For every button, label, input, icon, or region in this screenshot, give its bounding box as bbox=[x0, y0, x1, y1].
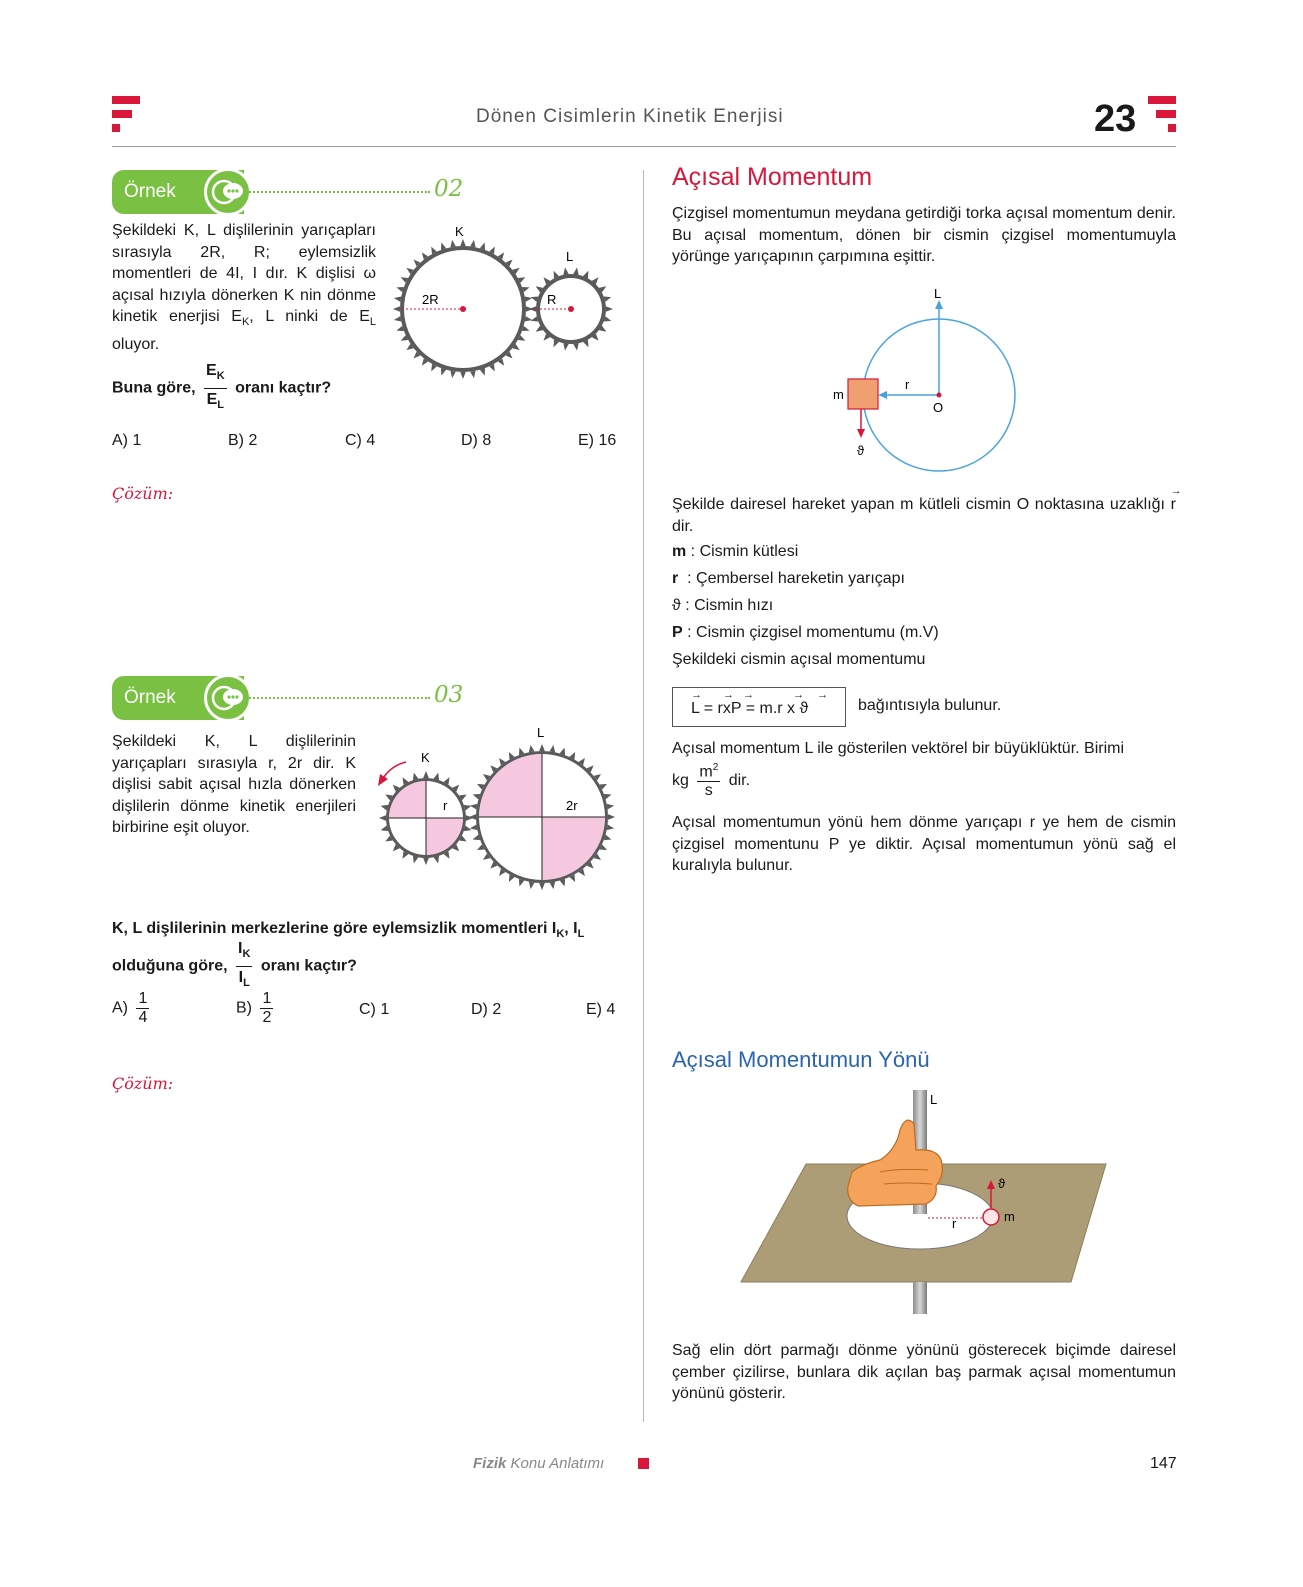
label-L: L bbox=[934, 286, 942, 301]
gear-k bbox=[379, 771, 473, 865]
page-number: 147 bbox=[1150, 1455, 1177, 1472]
label-k: K bbox=[421, 750, 430, 765]
gear-tooth bbox=[470, 240, 475, 247]
gear-tooth bbox=[539, 883, 545, 890]
description: Şekilde dairesel hareket yapan m kütleli cismin O noktasına uzaklığı → r dir. bbox=[672, 485, 1182, 535]
column-divider bbox=[643, 170, 644, 1422]
footer-book: Fizik Konu Anlatımı bbox=[473, 1455, 605, 1472]
choice-b: B) 2 bbox=[228, 432, 258, 449]
formula: L = rxP = m.r x ϑ bbox=[691, 700, 809, 717]
choice-d: D) 2 bbox=[471, 1001, 502, 1018]
gear-tooth bbox=[573, 343, 578, 350]
logo-left bbox=[112, 96, 142, 136]
choice-a: A) $\frac{1}{4}$ bbox=[112, 990, 148, 1026]
gear-tooth bbox=[470, 804, 477, 810]
gear-tooth bbox=[470, 371, 475, 378]
gear-tooth bbox=[563, 343, 568, 350]
example-question-line1: K, L dişlilerinin merkezlerine göre eylemsizlik momentleri $I_K$, $I_L$ bbox=[112, 920, 585, 941]
radius-k: 2R bbox=[422, 292, 439, 307]
def-momentum: P : Cismin çizgisel momentumu (m.V) bbox=[672, 624, 939, 641]
def-radius: r : Çembersel hareketin yarıçapı bbox=[672, 570, 905, 587]
choice-d: D) 8 bbox=[461, 432, 492, 449]
gear-tooth bbox=[539, 744, 545, 751]
formula-after: bağıntısıyla bulunur. bbox=[858, 697, 1002, 714]
direction-text: Sağ elin dört parmağı dönme yönünü gösterecek biçimde dairesel çember çizilirse, bunlara dik açılan baş parmak açısal momentumun yönünü gösterir. bbox=[672, 1342, 1176, 1402]
label-L: L bbox=[930, 1092, 938, 1107]
choice-e: E) 16 bbox=[578, 432, 617, 449]
label-l: L bbox=[566, 249, 574, 264]
chat-icon bbox=[204, 168, 252, 216]
example-question: Buna göre, $\frac{E_K}{E_L}$ oranı kaçtır? bbox=[112, 360, 331, 416]
label-k: K bbox=[455, 224, 464, 239]
example-badge-02 bbox=[112, 170, 244, 214]
gear-tooth bbox=[607, 804, 614, 810]
choice-e: E) 4 bbox=[586, 1001, 616, 1018]
label-v: ϑ bbox=[998, 1176, 1006, 1191]
example-badge-03 bbox=[112, 676, 244, 720]
gear-tooth bbox=[394, 296, 401, 301]
example-question-line2: olduğuna göre, $\frac{I_K}{I_L}$ oranı kaçtır? bbox=[112, 938, 357, 994]
badge-dots bbox=[246, 191, 430, 193]
intro-paragraph: Çizgisel momentumun meydana getirdiği torka açısal momentum denir. Bu açısal momentum, dönen bir cismin çizgisel momentumuyla yörünge yarıçapının çarpımına eşittir. bbox=[672, 205, 1176, 265]
radius-l: R bbox=[547, 292, 557, 307]
gear-tooth bbox=[423, 771, 429, 778]
example-text: Şekildeki K, L dişlilerinin yarıçapları sırasıyla r, 2r dir. K dişlisi sabit açısal hızla dönerken dişlilerin dönme kinetik enerjileri birbirine eşit oluyor. bbox=[112, 733, 356, 836]
chat-icon bbox=[204, 674, 252, 722]
right-hand-rule-figure bbox=[738, 1088, 1110, 1316]
gear-tooth bbox=[573, 267, 578, 274]
solution-label: Çözüm: bbox=[112, 484, 174, 503]
angular-momentum-figure bbox=[826, 282, 1026, 474]
gear-tooth bbox=[460, 239, 465, 246]
footer-square bbox=[638, 1458, 649, 1469]
ratio-fraction: $\frac{I_K}{I_L}$ bbox=[238, 940, 251, 989]
label-v: ϑ bbox=[857, 443, 865, 458]
formula-box: → → → → → L = rxP = m.r x ϑ bbox=[672, 687, 846, 727]
defs-end: Şekildeki cismin açısal momentumu bbox=[672, 651, 926, 668]
gear-tooth bbox=[450, 240, 455, 247]
choice-c: C) 4 bbox=[345, 432, 376, 449]
badge-label: Örnek bbox=[124, 181, 176, 202]
def-velocity: ϑ : Cismin hızı bbox=[672, 597, 774, 614]
unit-expression: kg $\frac{m^2}{s}$ dir. bbox=[672, 762, 751, 800]
choice-a: A) 1 bbox=[112, 432, 142, 449]
choice-b: B) $\frac{1}{2}$ bbox=[236, 990, 272, 1026]
gear-tooth bbox=[460, 372, 465, 379]
gear-tooth bbox=[563, 267, 568, 274]
gear-tooth bbox=[606, 306, 613, 311]
label-r: r bbox=[905, 377, 910, 392]
label-r: r bbox=[952, 1216, 957, 1231]
choice-c: C) 1 bbox=[359, 1001, 390, 1018]
gear-tooth bbox=[529, 306, 536, 311]
label-O: O bbox=[933, 400, 944, 415]
gear-tooth bbox=[607, 825, 614, 831]
solution-label: Çözüm: bbox=[112, 1074, 174, 1093]
gear-tooth bbox=[423, 858, 429, 865]
logo-right bbox=[1148, 96, 1178, 136]
label-l: L bbox=[537, 725, 545, 740]
radius-l: 2r bbox=[566, 798, 578, 813]
ratio-fraction: $\frac{E_K}{E_L}$ bbox=[206, 362, 225, 411]
direction-title: Açısal Momentumun Yönü bbox=[672, 1047, 930, 1072]
section-title: Açısal Momentum bbox=[672, 163, 873, 191]
gear-tooth bbox=[379, 815, 386, 821]
chapter-number: 23 bbox=[1094, 98, 1137, 140]
gear-tooth bbox=[470, 825, 477, 831]
gear-tooth bbox=[450, 371, 455, 378]
header-title: Dönen Cisimlerin Kinetik Enerjisi bbox=[476, 106, 784, 127]
direction-paragraph: Açısal momentumun yönü hem dönme yarıçapı r ye hem de cismin çizgisel momentunu P ye diktir. Açısal momentumun yönü sağ el kuralıyla bulunur. bbox=[672, 814, 1176, 874]
label-m: m bbox=[833, 387, 844, 402]
gear-tooth bbox=[393, 306, 400, 311]
label-m: m bbox=[1004, 1209, 1015, 1224]
example-number: 03 bbox=[434, 682, 464, 708]
example-text: Şekildeki K, L dişlilerinin yarıçapları sırasıyla 2R, R; eylemsizlik momentleri de 4I, I dır. K dişlisi ω açısal hızıyla dönerken K nin dönme kinetik enerjisi $E_K$, L ninki de $E_L$ oluyor. bbox=[112, 222, 377, 353]
header-rule bbox=[112, 146, 1176, 147]
gears-figure-03 bbox=[372, 722, 626, 894]
badge-dots bbox=[246, 697, 430, 699]
gear-l bbox=[469, 744, 615, 890]
example-number: 02 bbox=[434, 176, 464, 202]
gear-tooth bbox=[608, 814, 615, 820]
def-mass: m : Cismin kütlesi bbox=[672, 543, 799, 560]
gears-figure-02 bbox=[385, 222, 625, 387]
unit-text: Açısal momentum L ile gösterilen vektörel bir büyüklüktür. Birimi bbox=[672, 740, 1125, 757]
gear-tooth bbox=[529, 745, 535, 752]
badge-label: Örnek bbox=[124, 687, 176, 708]
gear-tooth bbox=[550, 882, 556, 889]
gear-tooth bbox=[550, 745, 556, 752]
gear-tooth bbox=[529, 882, 535, 889]
radius-k: r bbox=[443, 798, 448, 813]
gear-tooth bbox=[394, 316, 401, 321]
